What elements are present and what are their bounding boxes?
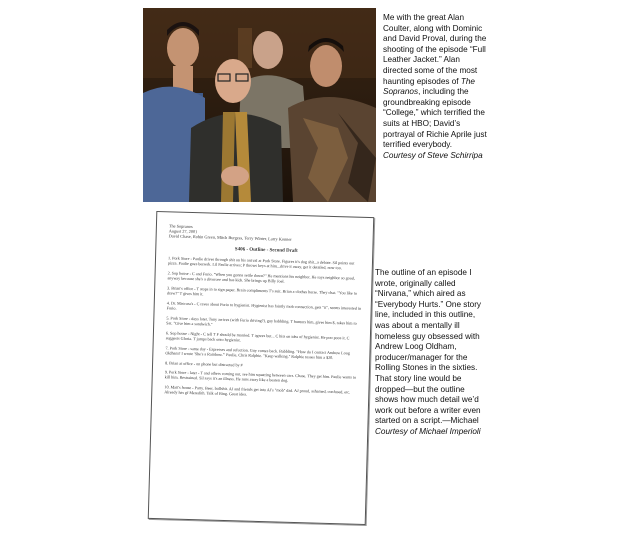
outline-caption-text: The outline of an episode I wrote, originally called “Nirvana,” which aired as “Everybody Hurts.” One story line, included in this outline, was about a mentally ill homeless guy obsessed with Andrew Loog Oldham, producer/manager for the Rolling Stones in the sixties. That story line would be dropped—but the outline shows how much detail we’d work out before a writer even started on a script.—Michael (375, 268, 482, 426)
outline-caption (375, 268, 487, 438)
caption-text-continued: , including the groundbreaking episode “College,” which terrified the suits at HBO; David’s portrayal of Richie Aprile just terrified everybody. (383, 87, 487, 150)
photo-credit: Courtesy of Steve Schirripa (383, 150, 483, 160)
outline-item: 9. Pork Store - later - T and others coming out, see him squatting between cars. Chase. They get him. Paulie wants to kill him. Restrained. Sil says it's an illness. He runs away like a beaten dog. (164, 369, 357, 384)
outline-item: 7. Pork Store - same day - Espresses and refuction. Guy comes back. Babbling. "How do I contact Andrew Loog Oldham? I wrote 'She's a Rainbow.'" Paulie, Chris Ralphie. "Keep walking." Ralphie tosses him a $20. (165, 344, 350, 360)
doc-header-writers: David Chase, Robin Green, Mitch Burgess, Terry Winter, Larry Konner (168, 233, 292, 243)
cast-photo (143, 8, 376, 202)
outline-item: 4. Dr. Mascara's - C raves about Furio to hygienist. Hygienist has faintly mob connection, gets "it", seems interested in Furio. (166, 299, 362, 311)
outline-item: 2. Sop house - C and Furio. "When you gonna settle down?" He mentions his neighbor. He says neighbor so good, anyway because she's a divorcee and has kids. She brings up Billy Joel. (167, 269, 355, 284)
outline-item: 10. Matt's house - Party. Beer, bullshit. AJ and friends get into AJ's "mob" dad. AJ proud, ashamed, confused, etc. Already has gf Meredith. Talk of Bing. Great idea. (164, 384, 351, 398)
doc-title: S406 - Outline - Second Draft (234, 246, 298, 254)
doc-header-date: August 27, 2001 (168, 228, 198, 235)
outline-item: 8. Brian at office - on phone but distracted by # (165, 359, 243, 367)
outline-item: 5. Pork Store - days later. Tony arrives (with Furio driving?), guy babbling. T humors him, gives him $, takes him to Sat. "Give him a sandwich." (166, 314, 357, 327)
episode-outline-document (148, 211, 375, 525)
outline-item: 6. Sop house - Night - C tell T F should be married. T agrees but... C hits on idea of hygienist. He poo poos it. C suggests Gloria. T jumps back onto hygienist. (165, 329, 350, 343)
outline-item: 1. Pork Store - Paulie drives through shit on his arrival at Pork Store. Figures it's dog shit...a debate. Sil points out pizza. Paulie goes berserk. Lil Paulie arrives; P throws keys at him...drive it away, get it detailed, now too. (167, 254, 355, 270)
photo-caption (383, 13, 491, 161)
show-title: The Sopranos (383, 76, 475, 97)
caption-text: Me with the great Alan Coulter, along with Dominic and David Proval, during the shooting of the episode “Full Leather Jacket.” Alan directed some of the most haunting episodes of (383, 13, 487, 86)
outline-credit: Courtesy of Michael Imperioli (375, 426, 481, 436)
outline-item: 3. Brian's office - T stops in to sign paper. Brain compliments T's suit. Brian a clothes horse. They chat. "You like to draw?" T gives him it. (167, 284, 358, 297)
doc-header-show: The Sopranos (168, 223, 193, 230)
